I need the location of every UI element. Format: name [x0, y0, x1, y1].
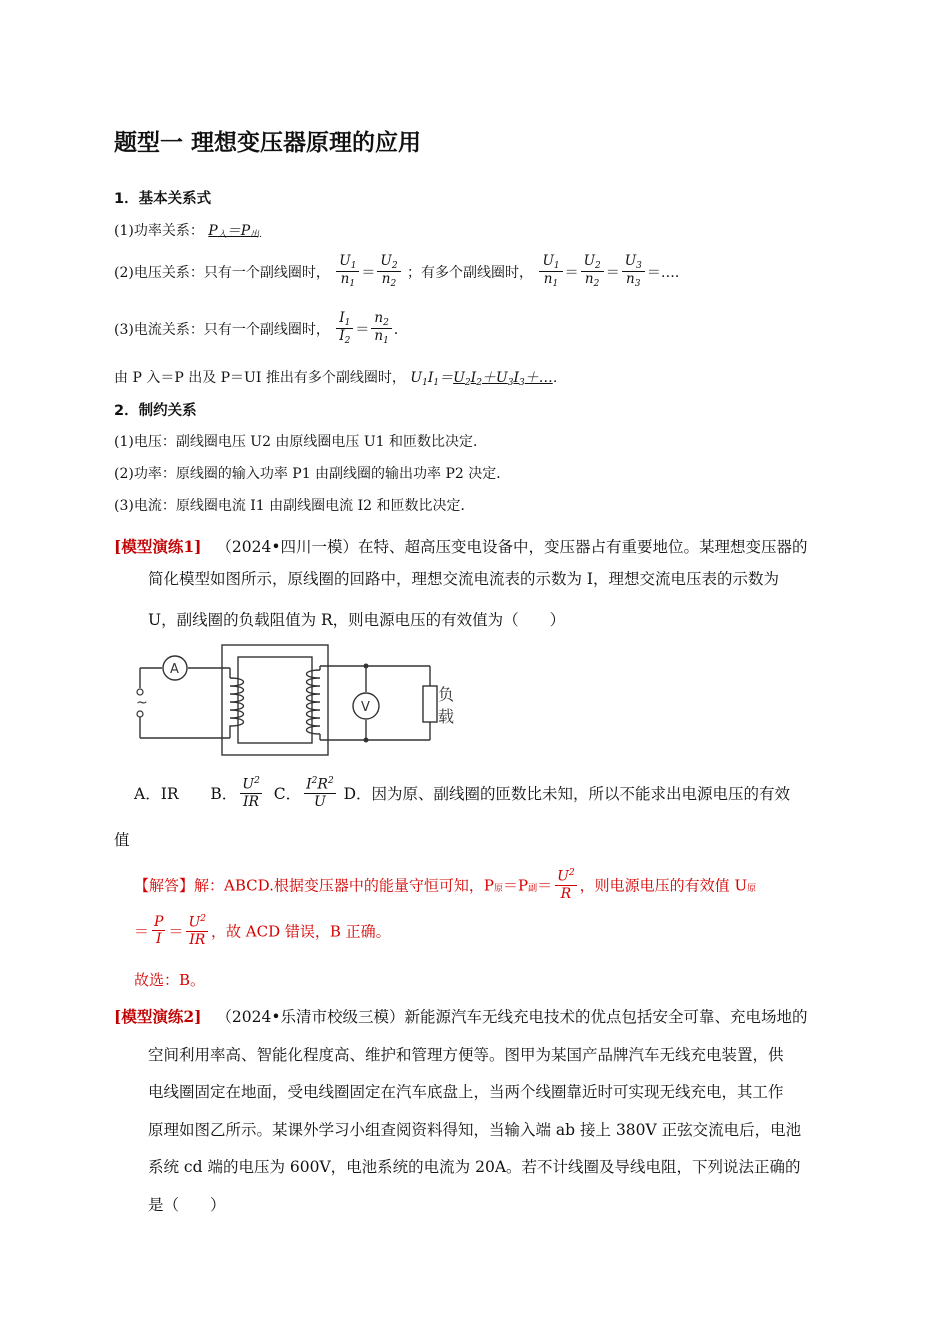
answer-head: 【解答】 — [134, 876, 195, 895]
q1-text-3: U，副线圈的负载阻值为 R，则电源电压的有效值为（ ） — [148, 611, 566, 629]
q1-line-1 — [114, 530, 808, 564]
power-formula: P入＝P出. — [208, 223, 263, 240]
terminal-bottom — [137, 711, 143, 717]
power-relation — [114, 220, 262, 240]
current-label: (3)电流关系：只有一个副线圈时， — [114, 321, 330, 338]
q1-text-2: 简化模型如图所示，原线圈的回路中，理想交流电流表的示数为 I，理想交流电压表的示数为 — [148, 570, 780, 588]
section-heading-2: 2．制约关系 — [114, 403, 197, 419]
q2-text-3: 电线圈固定在地面，受电线圈固定在汽车底盘上，当两个线圈靠近时可实现无线充电，其工作 — [148, 1083, 784, 1101]
transformer-circuit-diagram — [130, 640, 470, 760]
q1-options — [134, 776, 790, 810]
q2-tag: [模型演练2] — [114, 1007, 202, 1026]
q2-text-1: 新能源汽车无线充电技术的优点包括安全可靠、充电场地的 — [404, 1008, 808, 1026]
option-b-fraction: $\frac{U^2}{IR}$ — [242, 776, 260, 810]
option-d[interactable]: D．因为原、副线圈的匝数比未知，所以不能求出电源电压的有效 — [343, 784, 791, 803]
derive-line — [114, 367, 567, 388]
voltage-relation: (2)电压关系：只有一个副线圈时， $\frac{U_1}{n_1}$ ＝ $\frac{U_2}{n_2}$ ；有多个副线圈时， $\frac{U_1}{n_1}$ ＝ $\frac{U_2}{n_2}$ ＝ $\frac{U_3}{n_3}$ ＝…． — [114, 253, 689, 290]
q1-source: （2024•四川一模） — [216, 538, 358, 556]
fraction-u1-n1-b: $\frac{U_1}{n_1}$ — [539, 254, 562, 290]
answer-text-3: ，故 ACD 错误，B 正确。 — [211, 922, 391, 941]
voltage-label: (2)电压关系：只有一个副线圈时， — [114, 264, 330, 281]
option-c-fraction: $\frac{I^2R^2}{U}$ — [306, 776, 334, 810]
q1-choice: 故选：B。 — [134, 971, 206, 989]
power-label: (1)功率关系： — [114, 223, 204, 239]
fraction-u2-n2: $\frac{U_2}{n_2}$ — [377, 254, 400, 290]
ac-source-symbol: ~ — [136, 695, 148, 711]
q2-text-6: 是（ ） — [148, 1196, 226, 1214]
q1-answer-line-2: ＝ $\frac{P}{I}$ ＝ $\frac{U^2}{IR}$ ，故 ACD 错误，B 正确。 — [134, 914, 391, 948]
q2-line-1 — [114, 1000, 808, 1034]
fraction-u2-n2-b: $\frac{U_2}{n_2}$ — [581, 254, 604, 290]
constraint-voltage: (1)电压：副线圈电压 U2 由原线圈电压 U1 和匝数比决定． — [114, 434, 488, 450]
q1-text-1: 在特、超高压变电设备中，变压器占有重要地位。某理想变压器的 — [357, 538, 808, 556]
fraction-n2-n1: $\frac{n_2}{n_1}$ — [371, 311, 391, 347]
fraction-u3-n3: $\frac{U_3}{n_3}$ — [622, 254, 645, 290]
load-label-1: 负 — [438, 685, 455, 704]
ammeter-label: A — [170, 662, 179, 677]
answer-text-2: ，则电源电压的有效值 U — [579, 876, 748, 895]
derive-formula: $U_1I_1=U_2I_2+U_3I_3+\dots$． — [410, 370, 567, 388]
q2-text-2: 空间利用率高、智能化程度高、维护和管理方便等。图甲为某国产品牌汽车无线充电装置，供 — [148, 1046, 784, 1064]
answer-text-1: 解：ABCD.根据变压器中的能量守恒可知，P — [194, 876, 494, 895]
answer-fraction-1: $\frac{U^2}{R}$ — [557, 868, 575, 902]
page-title: 题型一 理想变压器原理的应用 — [114, 130, 422, 156]
constraint-current: (3)电流：原线圈电流 I1 由副线圈电流 I2 和匝数比决定． — [114, 498, 475, 514]
answer-fraction-2: $\frac{P}{I}$ — [154, 914, 164, 948]
voltage-mid: ；有多个副线圈时， — [407, 264, 533, 281]
option-b-label[interactable]: B． — [210, 784, 238, 803]
option-a[interactable]: A．IR — [134, 784, 179, 803]
voltmeter-label: V — [361, 700, 370, 715]
option-d-cont: 值 — [114, 831, 130, 849]
fraction-i1-i2: $\frac{I_1}{I_2}$ — [336, 311, 353, 347]
q1-tag: [模型演练1] — [114, 537, 202, 556]
option-c-label[interactable]: C． — [273, 784, 302, 803]
constraint-power: (2)功率：原线圈的输入功率 P1 由副线圈的输出功率 P2 决定． — [114, 466, 511, 482]
q2-text-4: 原理如图乙所示。某课外学习小组查阅资料得知，当输入端 ab 接上 380V 正弦交流电后，电池 — [148, 1121, 802, 1139]
q2-text-5: 系统 cd 端的电压为 600V，电池系统的电流为 20A。若不计线圈及导线电阻，下列说法正确的 — [148, 1158, 801, 1176]
current-relation: (3)电流关系：只有一个副线圈时， $\frac{I_1}{I_2}$ ＝ $\frac{n_2}{n_1}$ ． — [114, 310, 408, 347]
answer-fraction-3: $\frac{U^2}{IR}$ — [188, 914, 206, 948]
q1-answer-line-1: 【解答】解：ABCD.根据变压器中的能量守恒可知，P原＝P副＝ $\frac{U^2}{R}$ ，则电源电压的有效值 U原 — [134, 868, 757, 902]
q2-source: （2024•乐清市校级三模） — [216, 1008, 405, 1026]
fraction-u1-n1: $\frac{U_1}{n_1}$ — [336, 254, 359, 290]
section-heading-1: 1．基本关系式 — [114, 191, 212, 207]
derive-text: 由 P 入＝P 出及 P＝UI 推出有多个副线圈时， — [114, 370, 406, 386]
load-label-2: 载 — [438, 707, 455, 726]
